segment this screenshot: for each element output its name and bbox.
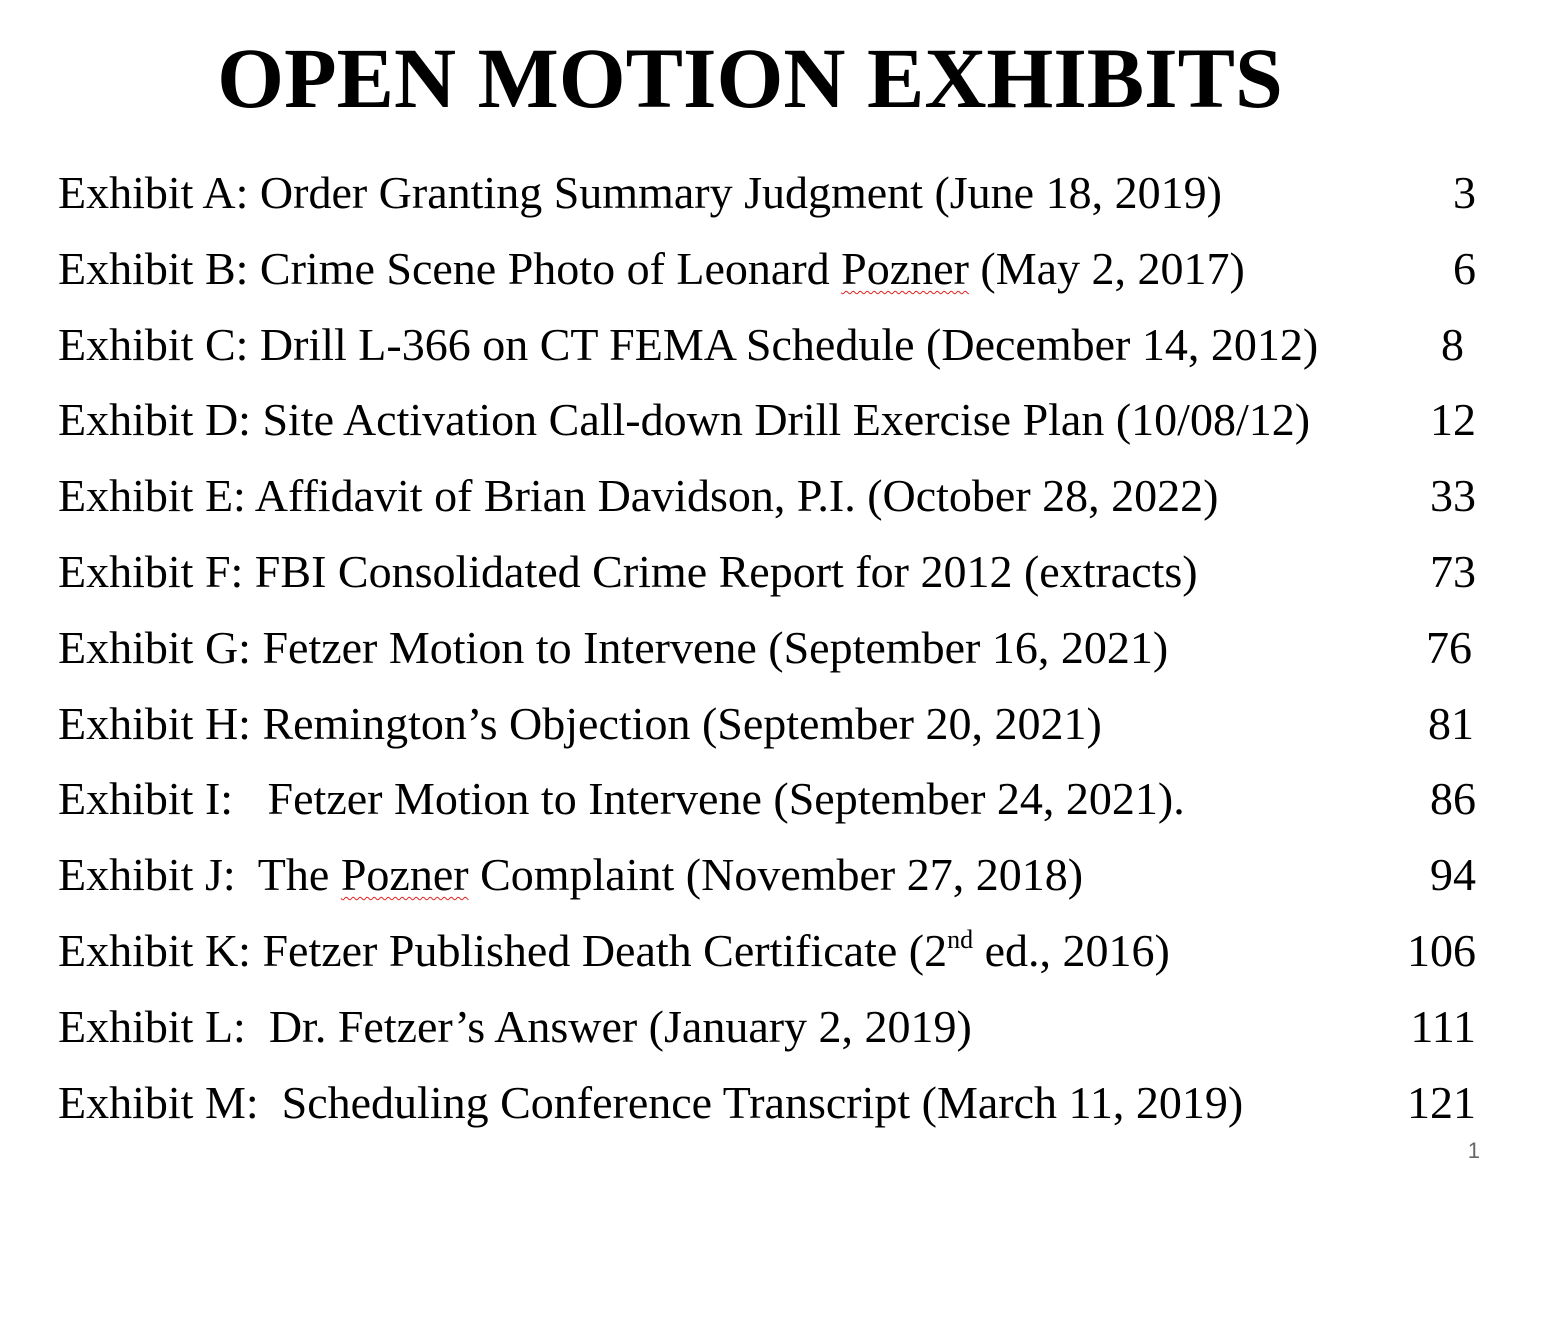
exhibit-row-f — [58, 539, 1498, 615]
exhibit-label: Exhibit E: Affidavit of Brian Davidson, P.I. (October 28, 2022) — [58, 470, 1219, 522]
exhibit-row-b — [58, 236, 1498, 312]
exhibit-label: Exhibit H: Remington’s Objection (September 20, 2021) — [58, 697, 1102, 749]
exhibit-row-l — [58, 994, 1498, 1070]
exhibit-label: Exhibit D: Site Activation Call-down Drill Exercise Plan (10/08/12) — [58, 394, 1311, 446]
exhibit-label — [58, 842, 1083, 908]
exhibit-label: Exhibit A: Order Granting Summary Judgment (June 18, 2019) — [58, 167, 1222, 218]
exhibit-label: Exhibit L: Dr. Fetzer’s Answer (January 2, 2019) — [58, 1000, 972, 1052]
exhibit-label-text: Exhibit B: Crime Scene Photo of Leonard — [58, 242, 842, 294]
exhibit-row-a — [58, 160, 1498, 236]
exhibit-row-e — [58, 463, 1498, 539]
exhibit-label-text: ed., 2016) — [973, 924, 1170, 976]
exhibit-label — [58, 236, 1245, 302]
ordinal-superscript: nd — [947, 924, 974, 954]
exhibit-label-text: Complaint (November 27, 2018) — [468, 849, 1084, 901]
exhibit-row-j — [58, 842, 1498, 918]
exhibit-label-text: Exhibit J: The — [58, 849, 341, 901]
exhibit-label-text: (May 2, 2017) — [968, 242, 1245, 294]
exhibit-page-number: 106 — [1407, 924, 1476, 976]
exhibit-list — [58, 160, 1498, 1145]
exhibit-page-number: 73 — [1430, 545, 1476, 597]
spellcheck-flagged-word[interactable]: Pozner — [340, 849, 469, 901]
exhibit-label-text: Exhibit K: Fetzer Published Death Certificate (2 — [58, 924, 948, 976]
exhibit-label: Exhibit C: Drill L-366 on CT FEMA Schedule (December 14, 2012) — [58, 318, 1319, 370]
exhibit-page-number: 76 — [1426, 621, 1472, 673]
exhibit-row-g — [58, 615, 1498, 691]
exhibit-row-i — [58, 766, 1498, 842]
exhibit-page-number: 81 — [1428, 697, 1474, 749]
exhibit-page-number: 94 — [1430, 849, 1476, 901]
exhibit-page-number: 111 — [1410, 1000, 1476, 1052]
page-title: OPEN MOTION EXHIBITS — [217, 30, 1283, 126]
exhibit-label: Exhibit F: FBI Consolidated Crime Report for 2012 (extracts) — [58, 545, 1198, 597]
footer-page-number: 1 — [1467, 1138, 1480, 1163]
exhibit-page-number: 33 — [1430, 470, 1476, 522]
exhibit-row-c — [58, 312, 1498, 388]
exhibit-page-number: 8 — [1441, 318, 1464, 370]
exhibit-row-k — [58, 918, 1498, 994]
exhibit-label: Exhibit M: Scheduling Conference Transcript (March 11, 2019) — [58, 1076, 1244, 1128]
exhibit-page-number: 121 — [1407, 1076, 1476, 1128]
exhibit-label — [58, 918, 1170, 984]
exhibit-page-number: 86 — [1430, 773, 1476, 825]
exhibit-page-number: 12 — [1430, 394, 1476, 446]
exhibit-row-h — [58, 691, 1498, 767]
exhibit-row-d — [58, 387, 1498, 463]
spellcheck-flagged-word[interactable]: Pozner — [841, 242, 969, 294]
exhibit-label: Exhibit G: Fetzer Motion to Intervene (September 16, 2021) — [58, 621, 1169, 673]
exhibit-page-number: 3 — [1453, 167, 1476, 218]
exhibit-label: Exhibit I: Fetzer Motion to Intervene (September 24, 2021). — [58, 773, 1185, 825]
exhibit-page-number: 6 — [1453, 242, 1476, 294]
exhibit-row-m — [58, 1070, 1498, 1146]
